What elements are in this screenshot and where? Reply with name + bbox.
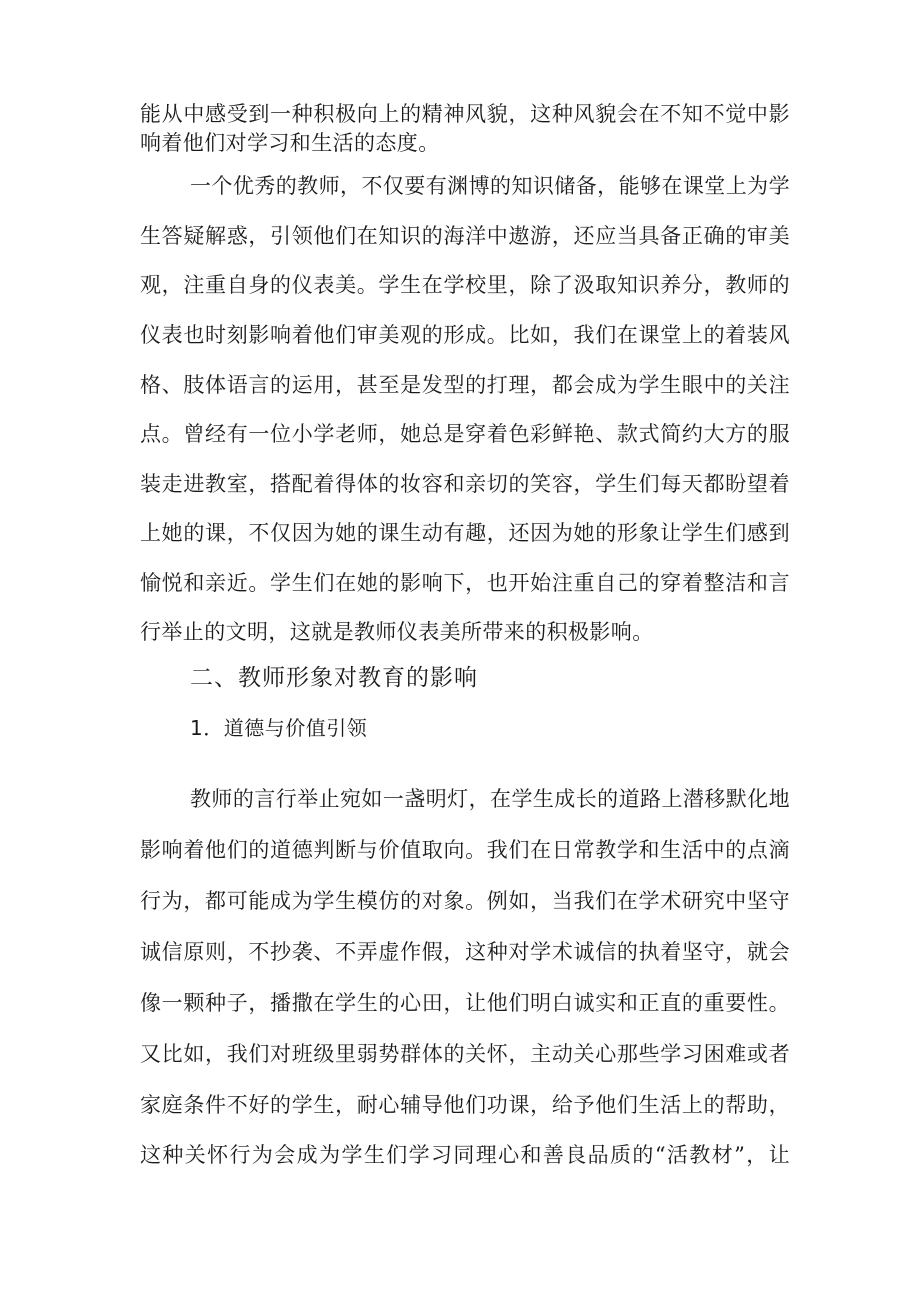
paragraph-3-line-1: 教师的言行举止宛如一盏明灯，在学生成长的道路上潜移默化地 — [190, 787, 790, 811]
paragraph-2-line-3: 观，注重自身的仪表美。学生在学校里，除了汲取知识养分，教师的 — [140, 273, 790, 297]
paragraph-2-line-9: 愉悦和亲近。学生们在她的影响下，也开始注重自己的穿着整洁和言 — [140, 571, 790, 595]
paragraph-3-line-3: 行为，都可能成为学生模仿的对象。例如，当我们在学术研究中坚守 — [140, 889, 790, 913]
paragraph-3-line-2: 影响着他们的道德判断与价值取向。我们在日常教学和生活中的点滴 — [140, 838, 790, 862]
paragraph-3-line-6: 又比如，我们对班级里弱势群体的关怀，主动关心那些学习困难或者 — [140, 1042, 790, 1066]
paragraph-2-line-4: 仪表也时刻影响着他们审美观的形成。比如，我们在课堂上的着装风 — [140, 323, 790, 347]
paragraph-3-line-8: 这种关怀行为会成为学生们学习同理心和善良品质的“活教材”，让 — [140, 1143, 790, 1167]
paragraph-2-line-6: 点。曾经有一位小学老师，她总是穿着色彩鲜艳、款式简约大方的服 — [140, 422, 790, 446]
paragraph-3-line-7: 家庭条件不好的学生，耐心辅导他们功课，给予他们生活上的帮助， — [140, 1093, 790, 1117]
paragraph-2-line-5: 格、肢体语言的运用，甚至是发型的打理，都会成为学生眼中的关注 — [140, 373, 790, 397]
paragraph-2-line-2: 生答疑解惑，引领他们在知识的海洋中遨游，还应当具备正确的审美 — [140, 224, 790, 248]
paragraph-3-line-5: 像一颗种子，播撒在学生的心田，让他们明白诚实和正直的重要性。 — [140, 991, 790, 1015]
subsection-heading: 1．道德与价值引领 — [190, 716, 368, 740]
paragraph-1-line-2: 响着他们对学习和生活的态度。 — [140, 131, 440, 155]
paragraph-2-line-7: 装走进教室，搭配着得体的妆容和亲切的笑容，学生们每天都盼望着 — [140, 472, 790, 496]
paragraph-1-line-1: 能从中感受到一种积极向上的精神风貌，这种风貌会在不知不觉中影 — [140, 102, 790, 126]
section-heading: 二、教师形象对教育的影响 — [190, 665, 478, 691]
paragraph-2-line-1: 一个优秀的教师，不仅要有渊博的知识储备，能够在课堂上为学 — [190, 174, 790, 198]
paragraph-2-line-10: 行举止的文明，这就是教师仪表美所带来的积极影响。 — [140, 620, 654, 644]
paragraph-2-line-8: 上她的课，不仅因为她的课生动有趣，还因为她的形象让学生们感到 — [140, 521, 790, 545]
paragraph-3-line-4: 诚信原则，不抄袭、不弄虚作假，这种对学术诚信的执着坚守，就会 — [140, 940, 790, 964]
